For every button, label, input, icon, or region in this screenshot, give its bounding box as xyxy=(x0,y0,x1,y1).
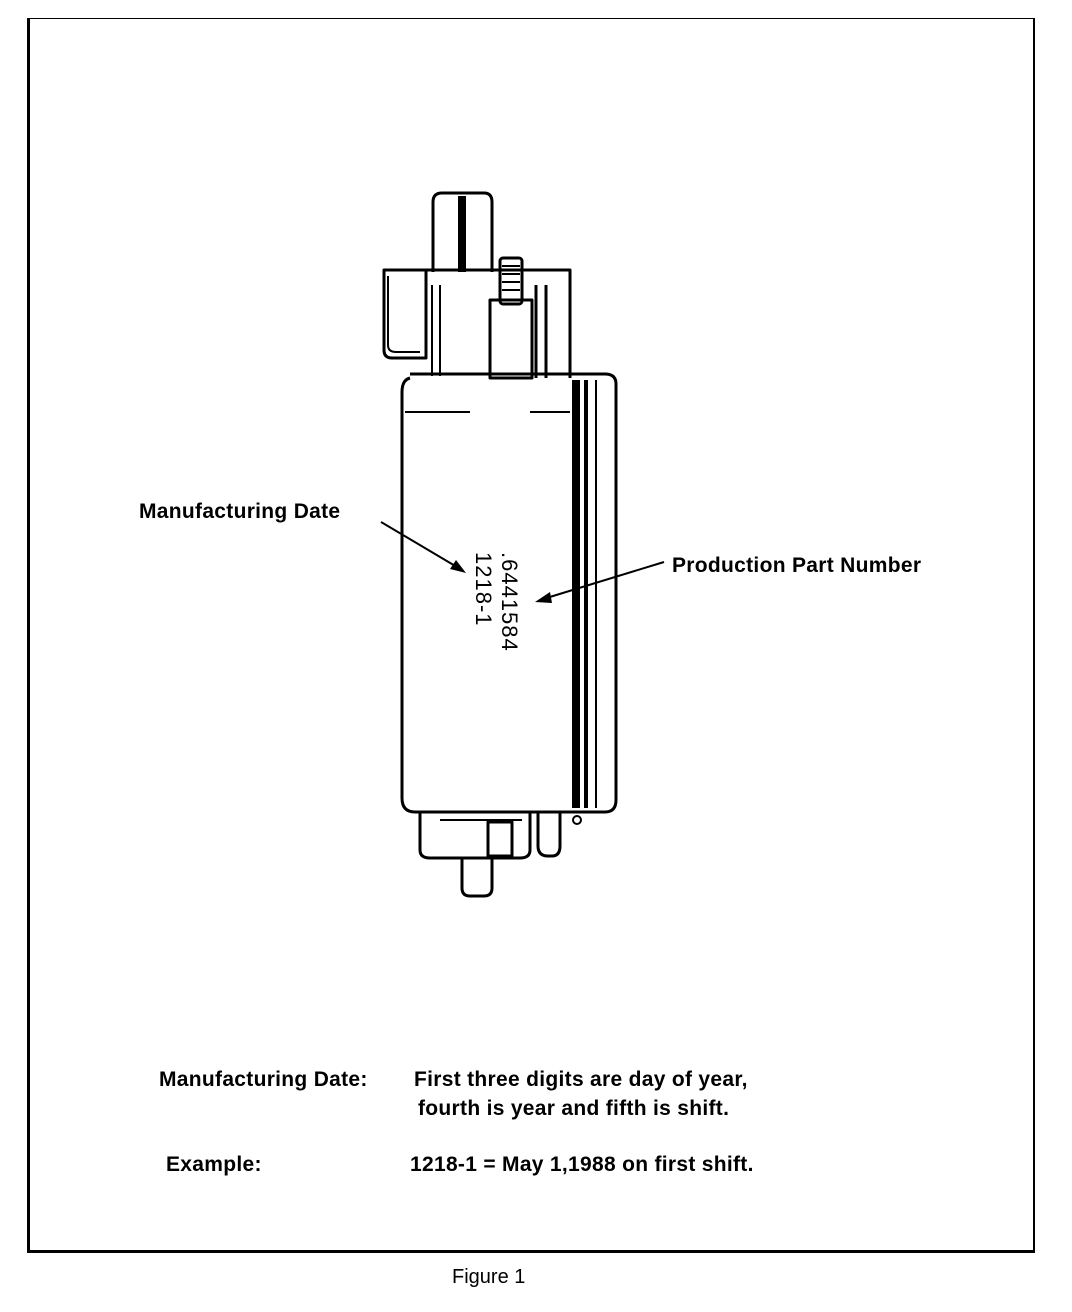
pump-head xyxy=(426,270,570,378)
example-label: Example: xyxy=(166,1153,262,1176)
left-bracket xyxy=(384,270,426,358)
part-number-leader xyxy=(540,562,664,600)
manufacturing-date-leader xyxy=(381,522,462,570)
note-date-line2: fourth is year and fifth is shift. xyxy=(418,1097,730,1120)
date-code-marking: 1218-1 xyxy=(471,552,496,627)
inlet-tip xyxy=(462,858,492,896)
production-part-number-label: Production Part Number xyxy=(672,554,922,577)
example-text: 1218-1 = May 1,1988 on first shift. xyxy=(410,1153,754,1176)
terminal-post xyxy=(490,300,532,378)
figure-caption: Figure 1 xyxy=(452,1266,526,1288)
inlet-shaft xyxy=(488,822,512,856)
manufacturing-date-label: Manufacturing Date xyxy=(139,500,341,523)
part-number-marking: .6441584 xyxy=(497,552,522,652)
note-date-label: Manufacturing Date: xyxy=(159,1068,368,1091)
note-date-line1: First three digits are day of year, xyxy=(414,1068,748,1091)
bottom-tab xyxy=(538,812,560,856)
